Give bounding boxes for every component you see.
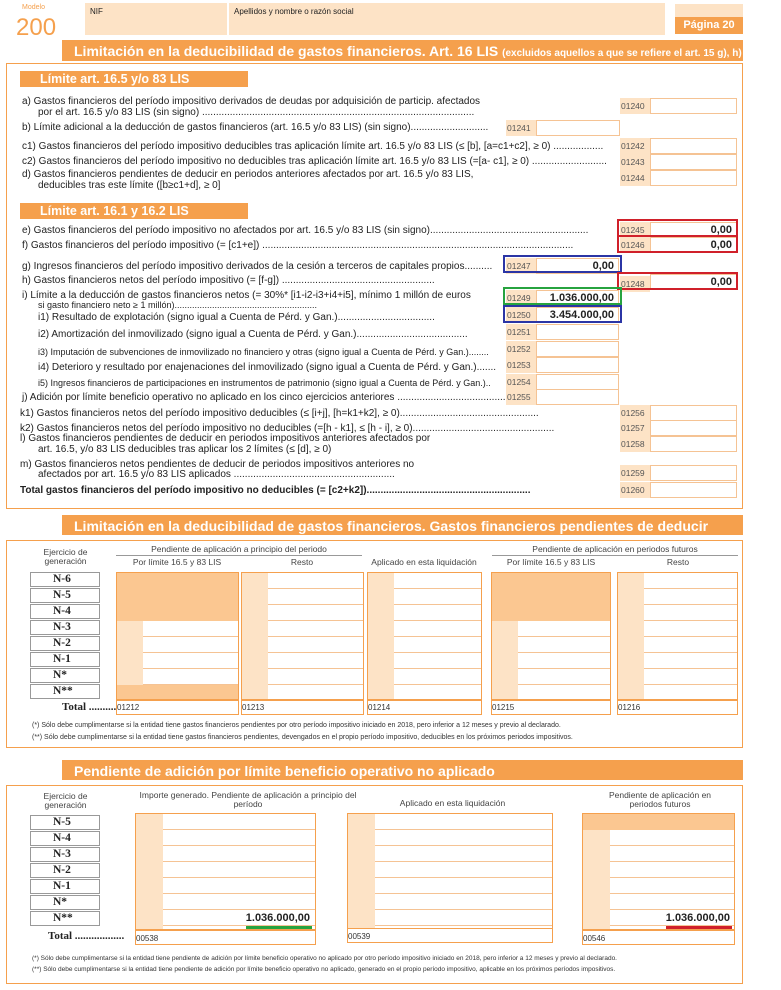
s2-por-limite-futuro-header: Por límite 16.5 y 83 LIS [506,557,596,567]
line-i-5: i5) Ingresos financieros de participaciones en instrumentos de patrimonio (signo igual a Cuenta de Pérd. y Gan.).. [38,378,491,388]
s2-aplicado-header: Aplicado en esta liquidación [371,557,477,567]
value-01246[interactable]: 0,00 [650,237,737,253]
line-i-2: i2) Amortización del inmovilizado (signo igual a Cuenta de Pérd. y Gan.)........................................ [38,329,468,340]
code-01243: 01243 [620,154,650,170]
value-01249[interactable]: 1.036.000,00 [536,290,619,306]
s3-pend-futuros-header: Pendiente de aplicación en periodos futuros [608,790,712,809]
code-01255: 01255 [506,389,536,405]
s2-footnote-2: (**) Sólo debe cumplimentarse si la entidad tiene gastos financieros pendientes, devengados en el propio período impositivo, deducibles en los próximos periodos impositivos. [32,734,573,741]
modelo-number: 200 [16,14,57,41]
code-01214: 01214 [368,703,391,712]
s3-col3-shade-left [583,830,610,929]
s2-gen-n2: N-2 [30,636,100,651]
line-i-4: i4) Deterioro y resultado por enajenaciones del inmovilizado (signo igual a Cuenta de Pérd. y Gan.)....... [38,362,497,373]
s2-col3-grid [367,572,482,700]
code-00538: 00538 [136,934,159,943]
line-j: j) Adición por límite beneficio operativo no aplicado en los cinco ejercicios anteriores ....................................... [22,392,506,403]
value-01260[interactable] [650,482,737,498]
value-01257[interactable] [650,420,737,436]
modelo-label: Modelo [22,4,45,11]
s2-col1-shade-bot [117,685,238,699]
s3-aplicado-header: Aplicado en esta liquidación [399,798,506,808]
value-01256[interactable] [650,405,737,421]
code-01240: 01240 [620,98,650,114]
s2-col3-shade [368,573,394,699]
s2-por-limite-header: Por límite 16.5 y 83 LIS [132,557,222,567]
code-00539: 00539 [348,932,371,941]
s3-gen-n4: N-4 [30,831,100,846]
value-01245[interactable]: 0,00 [650,222,737,238]
highlight-01248 [617,272,738,290]
value-01248[interactable]: 0,00 [650,274,737,290]
value-01250[interactable]: 3.454.000,00 [536,307,619,323]
s3-gen-n5: N-5 [30,815,100,830]
code-01254: 01254 [506,374,536,390]
s3-col2-grid [347,813,553,930]
section2-title: Limitación en la deducibilidad de gastos financieros. Gastos financieros pendientes de deducir [62,515,743,535]
s3-col3-shade-top [583,814,734,830]
s3-importe-header: Importe generado. Pendiente de aplicación a principio del período [139,790,357,809]
s2-gen-n6: N-6 [30,572,100,587]
s3-ejercicio-header: Ejercicio de generación [43,791,88,810]
s2-resto-futuro-header: Resto [666,557,690,567]
line-g: g) Ingresos financieros del período impositivo derivados de la cesión a terceros de capitales propios.......... [22,261,493,272]
s2-col4-grid [491,572,611,700]
subsection-161: Límite art. 16.1 y 16.2 LIS [20,203,248,219]
s2-gen-nstar2: N** [30,684,100,699]
value-01243[interactable] [650,154,737,170]
nif-label: NIF [90,7,103,16]
s2-col1-shade-top [117,573,238,621]
highlight-01250 [503,305,622,323]
code-01247: 01247 [506,258,536,274]
s2-pend-futuros-header: Pendiente de aplicación en periodos futuros [492,545,738,556]
code-01213: 01213 [242,703,265,712]
highlight-01247 [503,255,622,273]
code-01242: 01242 [620,138,650,154]
nif-field[interactable] [85,3,227,35]
s2-resto-header: Resto [290,557,314,567]
code-01260: 01260 [620,482,650,498]
line-a1: a) Gastos financieros del período impositivo derivados de deudas por adquisición de particip. afectados [22,96,481,107]
s2-col4-shade-top [492,573,610,621]
s2-ejercicio-header: Ejercicio de generación [43,547,88,566]
value-01258[interactable] [650,436,737,452]
value-01247[interactable]: 0,00 [536,258,619,274]
line-d2: deducibles tras este límite ([b≥c1+d], ≥ 0] [38,180,221,191]
code-01257: 01257 [620,420,650,436]
s2-pend-inicio-header: Pendiente de aplicación a principio del periodo [116,545,362,556]
s3-gen-n1: N-1 [30,879,100,894]
s3-gen-n3: N-3 [30,847,100,862]
s3-footnote-1: (*) Sólo debe cumplimentarse si la entidad tiene pendiente de adición por límite beneficio operativo no aplicado por otro período impositivo iniciado en 2018, pero inferior a 12 meses y previo al declarado. [32,955,617,962]
code-01250: 01250 [506,307,536,323]
line-m2: afectados por art. 16.5 y/o 83 LIS aplicados .......................................................... [38,469,395,480]
s2-gen-n3: N-3 [30,620,100,635]
s2-gen-n1: N-1 [30,652,100,667]
code-01248: 01248 [620,276,650,292]
line-h: h) Gastos financieros netos del período impositivo (= [f-g]) ....................................................... [22,275,435,286]
s3-importe-underline [246,926,312,929]
code-01249: 01249 [506,290,536,306]
code-01244: 01244 [620,170,650,186]
section3-title: Pendiente de adición por límite beneficio operativo no aplicado [62,760,743,780]
line-i-1: i1) Resultado de explotación (signo igual a Cuenta de Pérd. y Gan.)................................... [38,312,435,323]
s2-col1-grid [116,572,239,700]
code-00546: 00546 [583,934,606,943]
s2-gen-n5: N-5 [30,588,100,603]
code-01216: 01216 [618,703,641,712]
s3-col1-shade [136,814,163,929]
highlight-01246 [617,235,738,253]
s3-total-col1[interactable] [135,930,316,945]
s3-col2-shade [348,814,375,929]
code-01258: 01258 [620,436,650,452]
line-l1: l) Gastos financieros pendientes de deducir en periodos impositivos anteriores afectados por [20,433,431,444]
s3-total-label: Total .................. [48,930,125,942]
value-01253[interactable] [536,357,619,373]
value-01242[interactable] [650,138,737,154]
subsection-165: Límite art. 16.5 y/o 83 LIS [20,71,248,87]
s2-col4-shade-left [492,621,518,699]
line-c1: c1) Gastos financieros del período impositivo deducibles tras aplicación límite art. 16.5 y/o 83 LIS (≤ [b], [a=c1+c2], ≥ 0) .................. [22,141,604,152]
line-i1: i) Límite a la deducción de gastos financieros netos (= 30%* [i1-i2-i3+i4+i5], mínimo 1 millón de euros [22,290,471,301]
s2-gen-nstar: N* [30,668,100,683]
value-01251[interactable] [536,324,619,340]
value-01244[interactable] [650,170,737,186]
line-e: e) Gastos financieros del período impositivo no afectados por art. 16.5 y/o 83 LIS (sin signo)......................................................... [22,225,589,236]
line-k1: k1) Gastos financieros netos del período impositivo deducibles (≤ [i+j], [h=k1+k2], ≥ 0).................................................. [20,408,539,419]
value-01252[interactable] [536,341,619,357]
line-k2: k2) Gastos financieros netos del período impositivo no deducibles (=[h - k1], ≤ [h - i], ≥ 0)................................................... [20,423,555,434]
value-01255[interactable] [536,389,619,405]
s2-col2-grid [241,572,364,700]
s3-gen-nstar2: N** [30,911,100,926]
code-01256: 01256 [620,405,650,421]
value-01240[interactable] [650,98,737,114]
page-number: Página 20 [675,17,743,34]
s2-gen-n4: N-4 [30,604,100,619]
line-i-3: i3) Imputación de subvenciones de inmovilizado no financiero y otras (signo igual a Cuenta de Pérd. y Gan.)........ [38,347,489,357]
value-01259[interactable] [650,465,737,481]
line-c2: c2) Gastos financieros del período impositivo no deducibles tras aplicación límite art. 16.5 y/o 83 LIS (=[a- c1], ≥ 0) ........................... [22,156,607,167]
line-d1: d) Gastos financieros pendientes de deducir en periodos anteriores afectados por art. 16.5 y/o 83 LIS, [22,169,474,180]
code-01251: 01251 [506,324,536,340]
highlight-01249 [503,287,622,305]
line-b: b) Límite adicional a la deducción de gastos financieros (art. 16.5 y/o 83 LIS) (sin signo)............................ [22,122,489,133]
line-l2: art. 16.5, y/o 83 LIS deducibles tras aplicar los 2 límites (≤ [d], ≥ 0) [38,444,332,455]
s3-gen-nstar: N* [30,895,100,910]
s2-col5-grid [617,572,738,700]
line-a2: por el art. 16.5 y/o 83 LIS (sin signo) .................................................................................................. [38,107,475,118]
s3-importe-value[interactable]: 1.036.000,00 [245,912,310,924]
s3-footnote-2: (**) Sólo debe cumplimentarse si la entidad tiene pendiente de adición por límite beneficio operativo no aplicado, generado en el propio período impositivo, aplicable en los próximos períodos impositivos. [32,966,616,973]
code-01246: 01246 [620,237,650,253]
s2-col1-shade-left [117,621,143,687]
line-i2: si gasto financiero neto ≥ 1 millón)......................................................... [38,300,318,310]
code-01215: 01215 [492,703,515,712]
code-01252: 01252 [506,341,536,357]
line-m1: m) Gastos financieros netos pendientes de deducir de periodos impositivos anteriores no [20,459,415,470]
s3-gen-n2: N-2 [30,863,100,878]
value-01241[interactable] [536,120,620,136]
code-01245: 01245 [620,222,650,238]
s2-footnote-1: (*) Sólo debe cumplimentarse si la entidad tiene gastos financieros pendientes por otro período impositivo iniciado en 2018, pero inferior a 12 meses y previo al declarado. [32,722,561,729]
name-label: Apellidos y nombre o razón social [234,7,354,16]
code-01259: 01259 [620,465,650,481]
s3-futuros-underline [666,926,732,929]
s3-total-col2[interactable] [347,928,553,943]
code-01253: 01253 [506,357,536,373]
s2-col5-shade [618,573,644,699]
s3-futuros-value[interactable]: 1.036.000,00 [665,912,730,924]
line-total: Total gastos financieros del período impositivo no deducibles (= [c2+k2])........................................................... [20,485,531,496]
code-01212: 01212 [117,703,140,712]
s2-total-label: Total .......... [62,701,117,713]
line-f: f) Gastos financieros del período impositivo (= [c1+e]) ................................................................................................................ [22,240,574,251]
code-01241: 01241 [506,120,536,136]
value-01254[interactable] [536,374,619,390]
s2-col2-shade [242,573,268,699]
section1-title: Limitación en la deducibilidad de gastos financieros. Art. 16 LIS (excluidos aquellos a que se refiere el art. 15 g), h) y j) LIS) [62,40,743,61]
